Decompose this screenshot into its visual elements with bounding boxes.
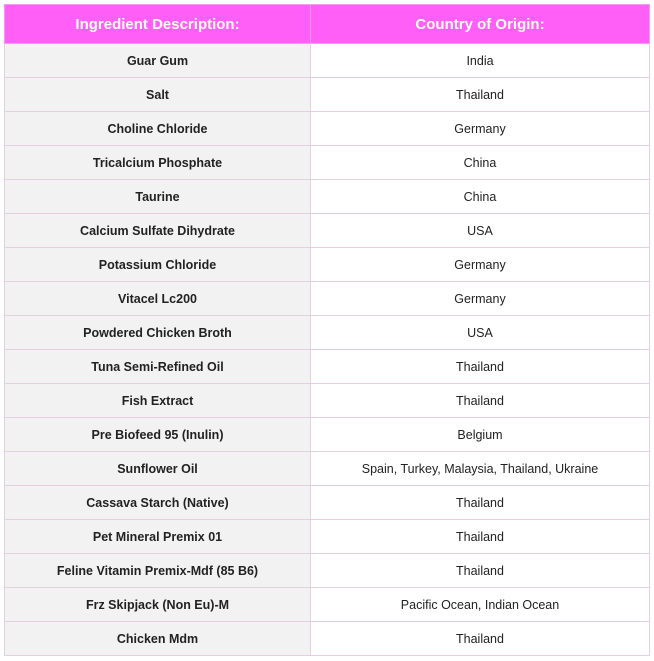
ingredient-cell: Vitacel Lc200 [5,282,311,316]
table-row [5,588,650,622]
country-cell: Germany [311,282,650,316]
country-cell: Thailand [311,350,650,384]
ingredient-cell: Potassium Chloride [5,248,311,282]
ingredient-cell: Chicken Mdm [5,622,311,656]
table-row [5,112,650,146]
country-cell: India [311,44,650,78]
country-cell: China [311,180,650,214]
table-header-row [5,5,650,44]
ingredient-cell: Salt [5,78,311,112]
country-cell: Germany [311,248,650,282]
ingredient-cell: Pet Mineral Premix 01 [5,520,311,554]
table-row [5,384,650,418]
country-cell: Spain, Turkey, Malaysia, Thailand, Ukraine [311,452,650,486]
country-cell: Thailand [311,520,650,554]
table-row [5,418,650,452]
ingredient-cell: Fish Extract [5,384,311,418]
table-row [5,146,650,180]
ingredient-cell: Calcium Sulfate Dihydrate [5,214,311,248]
ingredient-cell: Choline Chloride [5,112,311,146]
table-row [5,316,650,350]
table-row [5,214,650,248]
country-cell: USA [311,214,650,248]
ingredient-description-header: Ingredient Description: [5,5,311,44]
ingredient-cell: Taurine [5,180,311,214]
ingredient-cell: Cassava Starch (Native) [5,486,311,520]
ingredient-cell: Pre Biofeed 95 (Inulin) [5,418,311,452]
ingredient-cell: Guar Gum [5,44,311,78]
table-row [5,486,650,520]
table-row [5,282,650,316]
table-row [5,554,650,588]
country-cell: China [311,146,650,180]
ingredient-cell: Sunflower Oil [5,452,311,486]
country-cell: USA [311,316,650,350]
country-cell: Belgium [311,418,650,452]
table-row [5,622,650,656]
table-row [5,44,650,78]
ingredient-cell: Frz Skipjack (Non Eu)-M [5,588,311,622]
country-cell: Germany [311,112,650,146]
country-cell: Thailand [311,486,650,520]
ingredient-cell: Tricalcium Phosphate [5,146,311,180]
ingredient-origin-table [4,4,650,656]
table-row [5,452,650,486]
country-cell: Pacific Ocean, Indian Ocean [311,588,650,622]
ingredient-cell: Tuna Semi-Refined Oil [5,350,311,384]
table-row [5,180,650,214]
ingredient-cell: Powdered Chicken Broth [5,316,311,350]
country-cell: Thailand [311,554,650,588]
table-row [5,78,650,112]
country-of-origin-header: Country of Origin: [311,5,650,44]
country-cell: Thailand [311,622,650,656]
table-body [5,44,650,656]
country-cell: Thailand [311,78,650,112]
table-row [5,520,650,554]
table-row [5,248,650,282]
country-cell: Thailand [311,384,650,418]
ingredient-cell: Feline Vitamin Premix-Mdf (85 B6) [5,554,311,588]
table-row [5,350,650,384]
